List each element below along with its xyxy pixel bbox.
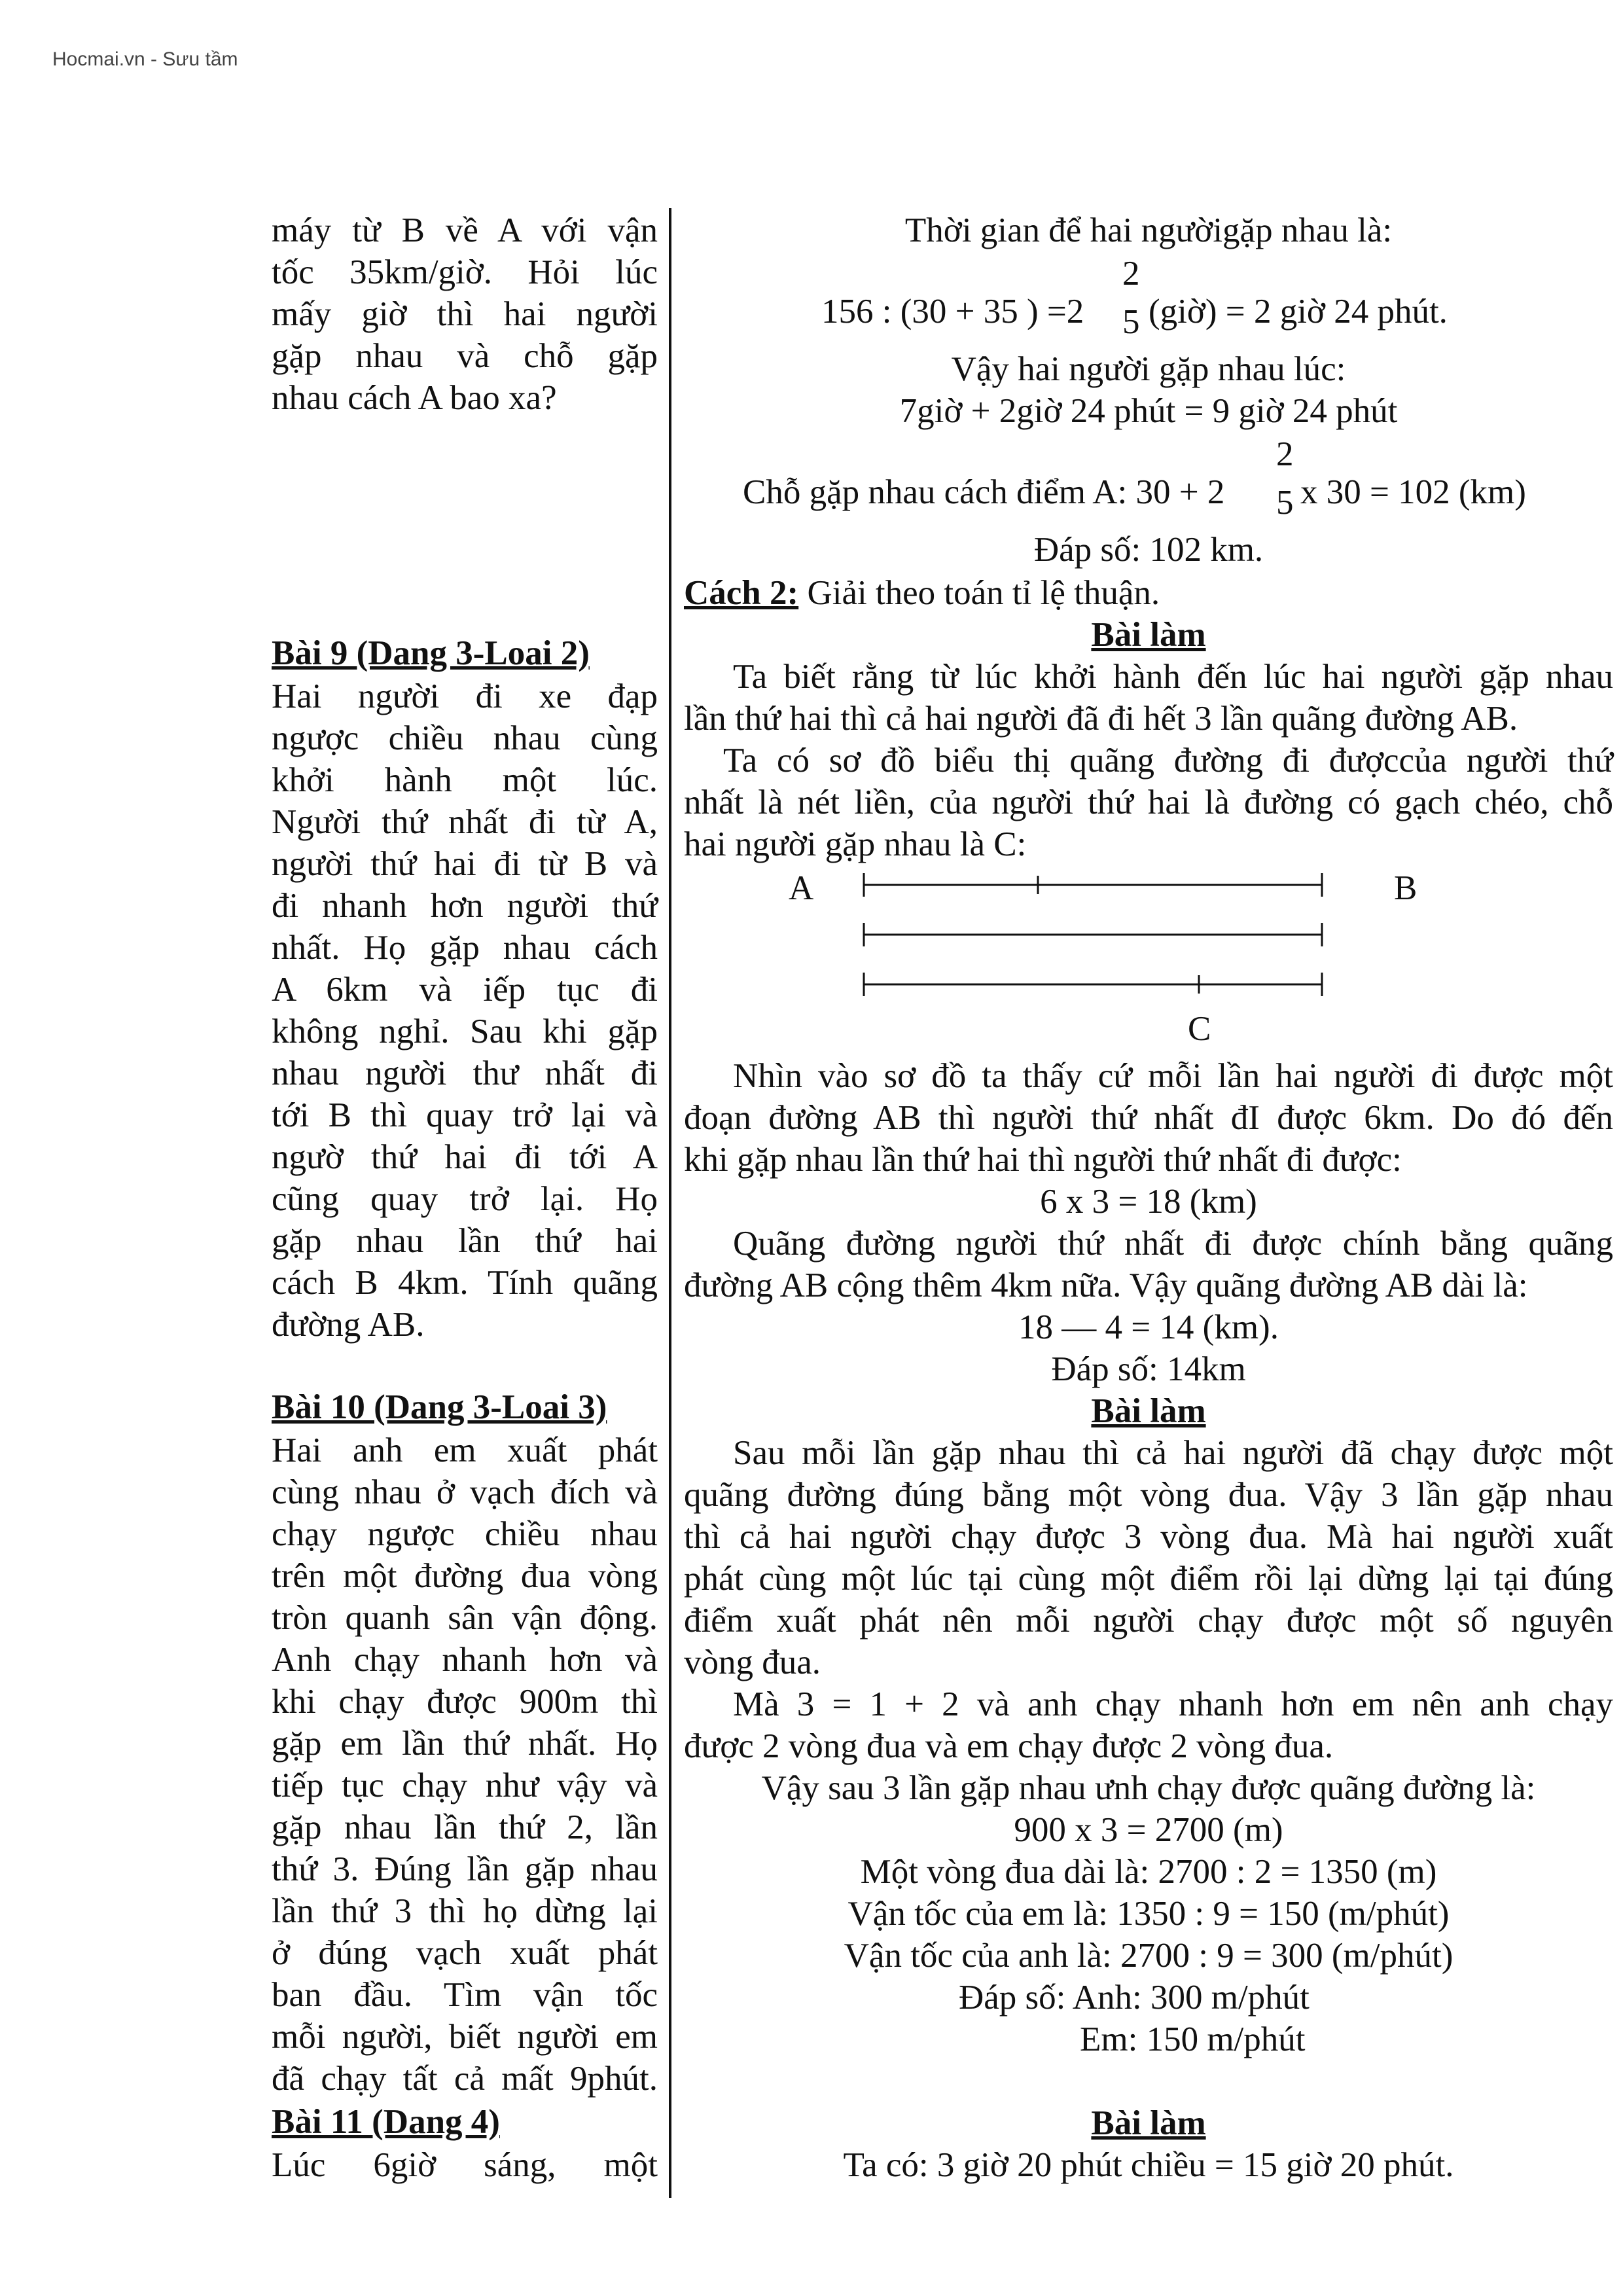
problem-text-line: nhau cách A bao xa? [272, 379, 557, 417]
problem-text-line: tiếp tục chạy như vậy và [272, 1767, 658, 1804]
paragraph-line: nhất là nét liền, của người thứ hai là đường có gạch chéo, chỗ [684, 783, 1613, 821]
solution-equation: Vận tốc của anh là: 2700 : 9 = 300 (m/phút) [844, 1937, 1454, 1975]
problem-text-line: ban đầu. Tìm vận tốc [272, 1976, 658, 2014]
problem-text-line: đã chạy tất cả mất 9phút. [272, 2060, 658, 2098]
answer-line: Em: 150 m/phút [1080, 2020, 1306, 2058]
problem-text-line: đường AB. [272, 1306, 425, 1344]
problem-text-line: cách B 4km. Tính quãng [272, 1264, 658, 1302]
fraction-denominator: 5 [1122, 303, 1140, 341]
paragraph-line: Ta biết rằng từ lúc khởi hành đến lúc hai người gặp nhau [733, 658, 1613, 696]
paragraph-line: Vậy sau 3 lần gặp nhau ưnh chạy được quãng đường là: [761, 1769, 1536, 1807]
problem-text-line: người thứ hai đi từ B và [272, 845, 658, 883]
paragraph-line: đường AB cộng thêm 4km nữa. Vậy quãng đường AB dài là: [684, 1266, 1528, 1304]
solution-equation: 7giờ + 2giờ 24 phút = 9 giờ 24 phút [899, 392, 1398, 430]
solution-line: Ta có: 3 giờ 20 phút chiều = 15 giờ 20 phút. [843, 2146, 1454, 2184]
problem-text-line: gặp nhau và chỗ gặp [272, 337, 658, 375]
point-label-c: C [1188, 1010, 1211, 1048]
point-label-a: A [789, 869, 814, 907]
segment-diagram [844, 851, 1342, 1021]
problem-text-line: gặp em lần thứ nhất. Họ [272, 1725, 658, 1763]
problem-text-line: Anh chạy nhanh hơn và [272, 1641, 658, 1679]
solution-equation: (giờ) = 2 giờ 24 phút. [1149, 293, 1448, 331]
solution-equation: x 30 = 102 (km) [1300, 473, 1526, 511]
problem-text-line: tới B thì quay trở lại và [272, 1096, 658, 1134]
problem-text-line: cũng quay trở lại. Họ [272, 1180, 658, 1218]
problem-text-line: lần thứ 3 thì họ dừng lại [272, 1892, 658, 1930]
problem-text-line: Người thứ nhất đi từ A, [272, 803, 658, 841]
solution-equation: 900 x 3 = 2700 (m) [1014, 1811, 1283, 1849]
cach2-label: Cách 2: [684, 574, 799, 612]
paragraph-line: vòng đua. [684, 1643, 821, 1681]
problem-text-line: máy từ B về A với vận [272, 211, 658, 249]
problem-text-line: khởi hành một lúc. [272, 761, 658, 799]
problem-text-line: ở đúng vạch xuất phát [272, 1934, 658, 1972]
problem-text-line: nhau người thư nhất đi [272, 1054, 658, 1092]
paragraph-line: quãng đường đúng bằng một vòng đua. Vậy 3 lần gặp nhau [684, 1476, 1613, 1514]
problem-text-line: Hai anh em xuất phát [272, 1431, 658, 1469]
problem-text-line: không nghỉ. Sau khi gặp [272, 1013, 658, 1050]
solution-equation: 6 x 3 = 18 (km) [1040, 1183, 1257, 1221]
solution-equation: 18 — 4 = 14 (km). [1018, 1308, 1279, 1346]
bai-lam-heading: Bài làm [1091, 1392, 1206, 1430]
problem-text-line: gặp nhau lần thứ 2, lần [272, 1808, 658, 1846]
solution-equation: Một vòng đua dài là: 2700 : 2 = 1350 (m) [860, 1853, 1437, 1891]
cach2-text: Giải theo toán tỉ lệ thuận. [798, 574, 1160, 612]
problem-text-line: chạy ngược chiều nhau [272, 1515, 658, 1553]
paragraph-line: thì cả hai người chạy được 3 vòng đua. Mà hai người xuất [684, 1518, 1613, 1556]
problem-text-line: khi chạy được 900m thì [272, 1683, 658, 1721]
problem-text-line: Lúc 6giờ sáng, một [272, 2146, 658, 2184]
site-label: Hocmai.vn - Sưu tầm [52, 48, 238, 70]
paragraph-line: điểm xuất phát nên mỗi người chạy được một số nguyên [684, 1602, 1613, 1640]
fraction-denominator: 5 [1276, 484, 1294, 522]
problem-text-line: ngược chiều nhau cùng [272, 719, 658, 757]
solution-equation: 156 : (30 + 35 ) =2 [821, 293, 1084, 331]
paragraph-line: Ta có sơ đồ biểu thị quãng đường đi đượccủa người thứ [723, 742, 1613, 780]
problem-text-line: Hai người đi xe đạp [272, 677, 658, 715]
problem-text-line: gặp nhau lần thứ hai [272, 1222, 658, 1260]
problem-text-line: A 6km và iếp tục đi [272, 971, 658, 1009]
bai-lam-heading: Bài làm [1091, 616, 1206, 654]
cach2-line [684, 572, 1160, 614]
problem-text-line: thứ 3. Đúng lần gặp nhau [272, 1850, 658, 1888]
point-label-b: B [1394, 869, 1418, 907]
paragraph-line: hai người gặp nhau là C: [684, 825, 1027, 863]
problem-text-line: mấy giờ thì hai người [272, 295, 658, 333]
problem-text-line: ngườ thứ hai đi tới A [272, 1138, 658, 1176]
bai9-title: Bài 9 (Dang 3-Loai 2) [272, 634, 590, 672]
problem-text-line: trên một đường đua vòng [272, 1557, 658, 1595]
solution-line: Thời gian để hai ngườigặp nhau là: [904, 211, 1393, 249]
paragraph-line: Quãng đường người thứ nhất đi được chính bằng quãng [733, 1225, 1613, 1263]
problem-text-line: cùng nhau ở vạch đích và [272, 1473, 658, 1511]
problem-text-line: đi nhanh hơn người thứ [272, 887, 658, 925]
column-divider [669, 208, 671, 2198]
answer-line: Đáp số: 14km [1051, 1350, 1246, 1388]
paragraph-line: được 2 vòng đua và em chạy được 2 vòng đua. [684, 1727, 1334, 1765]
bai10-title: Bài 10 (Dang 3-Loai 3) [272, 1388, 607, 1426]
problem-text-line: mỗi người, biết người em [272, 2018, 658, 2056]
paragraph-line: Sau mỗi lần gặp nhau thì cả hai người đã chạy được một [733, 1434, 1613, 1472]
bai11-title: Bài 11 (Dang 4) [272, 2103, 500, 2141]
solution-equation: Chỗ gặp nhau cách điểm A: 30 + 2 [743, 473, 1225, 511]
paragraph-line: Mà 3 = 1 + 2 và anh chạy nhanh hơn em nên anh chạy [733, 1685, 1613, 1723]
paragraph-line: đoạn đường AB thì người thứ nhất đI được 6km. Do đó đến [684, 1099, 1613, 1137]
problem-text-line: tròn quanh sân vận động. [272, 1599, 658, 1637]
bai-lam-heading: Bài làm [1091, 2104, 1206, 2142]
paragraph-line: Nhìn vào sơ đồ ta thấy cứ mỗi lần hai người đi được một [733, 1057, 1613, 1095]
paragraph-line: lần thứ hai thì cả hai người đã đi hết 3 lần quãng đường AB. [684, 700, 1518, 738]
paragraph-line: phát cùng một lúc tại cùng một điểm rồi lại dừng lại tại đúng [684, 1560, 1613, 1598]
answer-line: Đáp số: 102 km. [1033, 531, 1264, 569]
fraction-numerator: 2 [1122, 255, 1140, 293]
paragraph-line: khi gặp nhau lần thứ hai thì người thứ nhất đi được: [684, 1141, 1402, 1179]
problem-text-line: tốc 35km/giờ. Hỏi lúc [272, 253, 658, 291]
fraction-numerator: 2 [1276, 435, 1294, 473]
answer-line: Đáp số: Anh: 300 m/phút [959, 1979, 1310, 2017]
problem-text-line: nhất. Họ gặp nhau cách [272, 929, 658, 967]
solution-equation: Vận tốc của em là: 1350 : 9 = 150 (m/phút) [847, 1895, 1450, 1933]
solution-line: Vậy hai người gặp nhau lúc: [951, 350, 1346, 388]
